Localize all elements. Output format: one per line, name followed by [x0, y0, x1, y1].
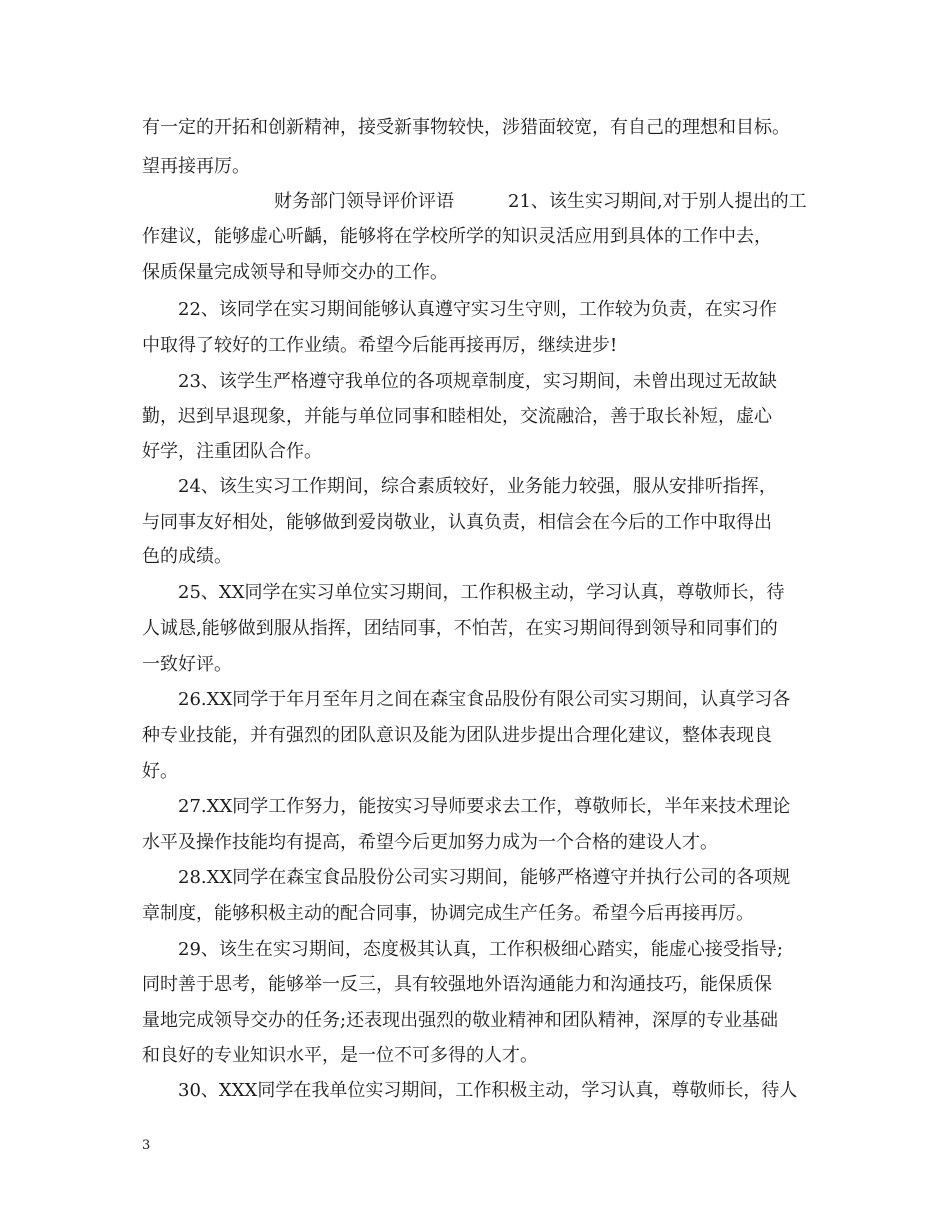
paragraph-start-line: 30、XXX同学在我单位实习期间，工作积极主动，学习认真，尊敬师长，待人: [178, 1080, 798, 1101]
text-line: 章制度，能够积极主动的配合同事，协调完成生产任务。希望今后再接再厉。: [142, 903, 754, 924]
text-line: 一致好评。: [142, 654, 232, 675]
text-line: 与同事友好相处，能够做到爱岗敬业，认真负责，相信会在今后的工作中取得出: [142, 512, 772, 533]
text-line: 好学，注重团队合作。: [142, 441, 322, 462]
paragraph-start-line: 29、该生在实习期间，态度极其认真，工作积极细心踏实，能虚心接受指导;: [178, 939, 783, 960]
page-number: 3: [142, 1138, 151, 1153]
text-line: 种专业技能，并有强烈的团队意识及能为团队进步提出合理化建议，整体表现良: [142, 725, 772, 746]
text-line: 和良好的专业知识水平，是一位不可多得的人才。: [142, 1045, 538, 1066]
text-line: 中取得了较好的工作业绩。希望今后能再接再厉，继续进步!: [142, 335, 618, 356]
paragraph-start-line: 27.XX同学工作努力，能按实习导师要求去工作，尊敬师长，半年来技术理论: [178, 796, 791, 817]
text-line: 望再接再厉。: [142, 156, 250, 177]
text-line: 有一定的开拓和创新精神，接受新事物较快，涉猎面较宽，有自己的理想和目标。: [142, 117, 790, 138]
text-line: 好。: [142, 761, 178, 782]
text-line: 作建议，能够虚心听齲，能够将在学校所学的知识灵活应用到具体的工作中去，: [142, 226, 772, 247]
text-line: 人诚恳,能够做到服从指挥，团结同事，不怕苦，在实习期间得到领导和同事们的: [142, 618, 778, 639]
text-line: 水平及操作技能均有提高，希望今后更加努力成为一个合格的建设人才。: [142, 832, 718, 853]
text-line: 勤，迟到早退现象，并能与单位同事和睦相处，交流融洽，善于取长补短，虚心: [142, 406, 772, 427]
text-line: 色的成绩。: [142, 546, 232, 567]
paragraph-start-line: 22、该同学在实习期间能够认真遵守实习生守则，工作较为负责，在实习作: [178, 299, 777, 320]
text-line: 同时善于思考，能够举一反三，具有较强地外语沟通能力和沟通技巧，能保质保: [142, 974, 772, 995]
paragraph-start-line: 23、该学生严格遵守我单位的各项规章制度，实习期间，未曾出现过无故缺: [178, 371, 777, 392]
text-line: 保质保量完成领导和导师交办的工作。: [142, 262, 448, 283]
text-line: 量地完成领导交办的任务;还表现出强烈的敬业精神和团队精神，深厚的专业基础: [142, 1010, 779, 1031]
paragraph-start-line: 28.XX同学在森宝食品股份公司实习期间，能够严格遵守并执行公司的各项规: [178, 867, 791, 888]
paragraph-start-line: 25、XX同学在实习单位实习期间，工作积极主动，学习认真，尊敬师长，待: [178, 582, 785, 603]
paragraph-start-line: 26.XX同学于年月至年月之间在森宝食品股份有限公司实习期间，认真学习各: [178, 689, 791, 710]
paragraph-start-line: 24、该生实习工作期间，综合素质较好，业务能力较强，服从安排听指挥，: [178, 476, 777, 497]
section-heading-line: 财务部门领导评价评语 21、该生实习期间,对于别人提出的工: [274, 191, 807, 212]
